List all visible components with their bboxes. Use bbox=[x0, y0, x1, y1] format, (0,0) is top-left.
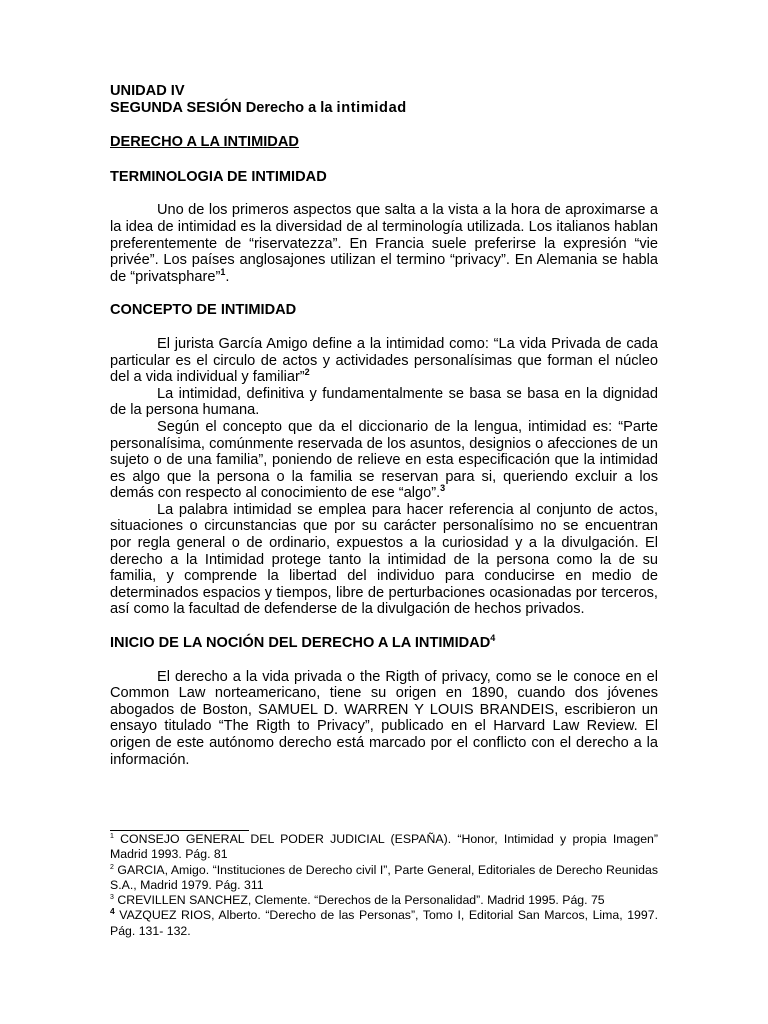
paragraph-terminology bbox=[110, 202, 658, 285]
footnote-separator bbox=[110, 830, 249, 831]
paragraph-concept-2: La intimidad, definitiva y fundamentalmente se basa se basa en la dignidad de la persona humana. bbox=[110, 385, 658, 419]
footnote-text: GARCIA, Amigo. “Instituciones de Derecho civil I”, Parte General, Editoriales de Derecho Reunidas S.A., Madrid 1979. Pág. 311 bbox=[110, 862, 658, 892]
footnote-ref-1: 1 bbox=[220, 266, 226, 277]
paragraph-origin: El derecho a la vida privada o the Rigth of privacy, como se le conoce en el Common Law norteamericano, tiene su origen en 1890, cuando dos jóvenes abogados de Boston, SAMUEL D. WARREN Y LOUIS BRANDEIS, escribieron un ensayo titulado “The Rigth to Privacy”, publicado en el Harvard Law Review. El origen de este autónomo derecho está marcado por el conflicto con el derecho a la información. bbox=[110, 668, 658, 768]
paragraph-concept-4: La palabra intimidad se emplea para hacer referencia al conjunto de actos, situaciones o circunstancias que por su carácter personalísimo no se encuentran por regla general o de ordinario, expuestos a la curiosidad y a la divulgación. El derecho a la Intimidad protege tanto la intimidad de la persona como la de su familia, y comprende la libertad del individuo para conducirse en medio de determinados espacios y tiempos, libre de perturbaciones ocasionadas por terceros, así como la facultad de defenderse de la divulgación de hechos privados. bbox=[110, 501, 658, 618]
footnote-text: CONSEJO GENERAL DEL PODER JUDICIAL (ESPAÑA). “Honor, Intimidad y propia Imagen” Madrid 1993. Pág. 81 bbox=[110, 832, 658, 862]
footnote-1 bbox=[110, 832, 658, 863]
paragraph-text: Según el concepto que da el diccionario de la lengua, intimidad es: “Parte personalísima, comúnmente reservada de los asuntos, designios o afecciones de un sujeto o de una familia”, poniendo de relieve en esta especificación que la intimidad es algo que la persona o la familia se reservan para si, queriendo excluir a los demás con respecto al conocimiento de ese “algo”. bbox=[110, 418, 658, 502]
footnote-4 bbox=[110, 908, 658, 939]
section-heading-terminology: TERMINOLOGIA DE INTIMIDAD bbox=[110, 168, 327, 185]
footnote-number: 4 bbox=[110, 906, 115, 917]
unit-heading: UNIDAD IV bbox=[110, 83, 185, 99]
paragraph-concept-3 bbox=[110, 419, 658, 502]
paragraph-text: Uno de los primeros aspectos que salta a la vista a la hora de aproximarse a la idea de intimidad es la diversidad de al terminología utilizada. Los italianos hablan preferentemente de “riservatezza”. En Francia suele preferirse la expresión “vie privée”. Los países anglosajones utilizan el termino “privacy”. En Alemania se habla de “privatsphare” bbox=[110, 202, 658, 285]
footnote-3 bbox=[110, 893, 658, 908]
paragraph-concept-1 bbox=[110, 336, 658, 386]
footnote-text: VAZQUEZ RIOS, Alberto. “Derecho de las Personas”, Tomo I, Editorial San Marcos, Lima, 1997. Pág. 131- 132. bbox=[110, 908, 658, 938]
session-heading bbox=[110, 100, 658, 117]
document-title: DERECHO A LA INTIMIDAD bbox=[110, 134, 299, 151]
section-heading-concept: CONCEPTO DE INTIMIDAD bbox=[110, 302, 297, 319]
footnote-number: 3 bbox=[110, 894, 114, 902]
footnote-ref-4: 4 bbox=[490, 633, 496, 644]
session-heading-topic: intimidad bbox=[336, 99, 407, 116]
footnote-number: 2 bbox=[110, 863, 114, 871]
footnote-ref-3: 3 bbox=[440, 483, 446, 494]
section-heading-text: INICIO DE LA NOCIÓN DEL DERECHO A LA INTIMIDAD bbox=[110, 635, 491, 652]
footnotes bbox=[110, 832, 658, 939]
footnote-text: CREVILLEN SANCHEZ, Clemente. “Derechos de la Personalidad”. Madrid 1995. Pág. 75 bbox=[113, 893, 605, 908]
section-heading-origin bbox=[110, 635, 658, 652]
paragraph-end: . bbox=[225, 268, 230, 285]
paragraph-text: El jurista García Amigo define a la intimidad como: “La vida Privada de cada particular es el circulo de actos y actividades personalísimas que forman el núcleo del a vida individual y familiar” bbox=[110, 335, 658, 386]
document-body bbox=[110, 83, 658, 768]
footnote-number: 1 bbox=[110, 833, 114, 840]
footnote-2 bbox=[110, 863, 658, 894]
session-heading-text: SEGUNDA SESIÓN Derecho a la bbox=[110, 99, 337, 116]
footnote-ref-2: 2 bbox=[304, 367, 310, 378]
